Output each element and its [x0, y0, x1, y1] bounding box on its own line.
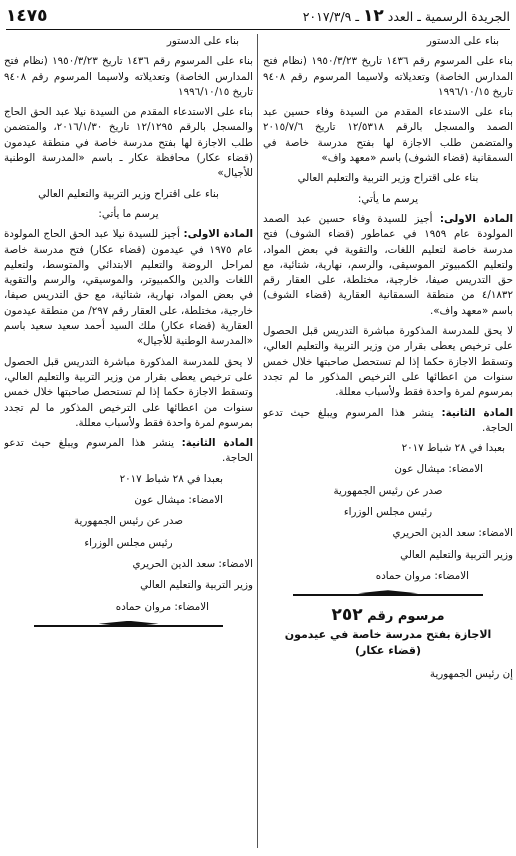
decree-intro: يرسم ما يأتي: — [98, 207, 159, 220]
preamble-proposal: بناء على اقتراح وزير التربية والتعليم العالي — [297, 172, 479, 185]
signature-president: الامضاء: ميشال عون — [134, 494, 223, 507]
article-two — [4, 436, 253, 467]
article-two-label: المادة الثانية: — [181, 437, 253, 450]
issued-by: صدر عن رئيس الجمهورية — [333, 484, 443, 497]
section-divider — [263, 590, 513, 600]
issue-number: ١٢ — [363, 6, 384, 26]
column-divider — [257, 34, 258, 848]
decree-intro: يرسم ما يأتي: — [357, 192, 419, 205]
preamble-decree-reference: بناء على المرسوم رقم ١٤٣٦ تاريخ ١٩٥٠/٣/٢٣ (نظام فتح المدارس الخاصة) وتعديلاته ولاسيما المرسوم رقم ٩٤٠٨ تاريخ ١٩٩٦/١٠/١٥ — [4, 55, 253, 98]
preamble-application: بناء على الاستدعاء المقدم من السيدة نيلا عبد الحق الحاج والمسجل بالرقم ١٢/١٢٩٥ تاريخ ٢٠١٦/١/٣٠، والمتضمن طلب الاجازة لها بفتح مدرسة خاصة في منطقة عيدمون (قضاء عكار) محافظة عكار ـ باسم «المدرسة الوطنية للأجيال» — [4, 106, 253, 180]
preamble-constitution: بناء على الدستور — [166, 35, 239, 47]
gazette-date: ـ ٢٠١٧/٣/٩ — [302, 9, 360, 24]
preamble-constitution: بناء على الدستور — [426, 35, 499, 47]
article-one — [263, 212, 513, 319]
article-one — [4, 227, 253, 349]
education-minister-title: وزير التربية والتعليم العالي — [400, 548, 513, 561]
licensing-paragraph: لا يحق للمدرسة المذكورة مباشرة التدريس قبل الحصول على ترخيص يعطى بقرار من وزير التربية والتعليم العالي، وتسقط الاجازة حكما إذا لم تستحصل صاحبتها خلال خمس سنوات من اعطائها على الترخيص المذكور ما لم تجدد بمرسوم لمرة واحدة فقط ولأسباب معللة. — [263, 325, 513, 399]
signing-date: بعبدا في ٢٨ شباط ٢٠١٧ — [119, 472, 223, 485]
section-divider — [4, 621, 253, 631]
right-column — [263, 34, 513, 852]
signature-education-minister: الامضاء: مروان حماده — [115, 600, 209, 613]
article-two-text: ينشر هذا المرسوم ويبلغ حيث تدعو الحاجة. — [263, 406, 513, 434]
preamble-proposal: بناء على اقتراح وزير التربية والتعليم العالي — [38, 187, 219, 200]
signature-education-minister: الامضاء: مروان حماده — [375, 569, 469, 582]
signature-prime-minister: الامضاء: سعد الدين الحريري — [392, 527, 513, 540]
decree-heading — [263, 605, 513, 626]
issued-by: صدر عن رئيس الجمهورية — [73, 515, 184, 528]
signature-president: الامضاء: ميشال عون — [394, 463, 483, 476]
article-two-label: المادة الثانية: — [441, 406, 513, 419]
prime-minister-title: رئيس مجلس الوزراء — [84, 536, 173, 549]
article-one-text: أجيز للسيدة نيلا عبد الحق الحاج المولودة عام ١٩٧٥ في عيدمون (قضاء عكار) فتح مدرسة خاصة لمراحل الروضة والتعليم الابتدائي والمتوسط، ولتعليم اللغات والدين والكمبيوتر، والموسيقي، والرسم والتقوية في بعض المواد، نهارية، شتائية، مع حق التدريس صيفا، خارجية، مختلطة، على العقار رقم ٢٩٧/ من منطقة عيدمون العقارية (قضاء عكار) ملك السيد أحمد سعيد سعيد باسم «المدرسة الوطنية للأجيال» — [4, 228, 253, 348]
prime-minister-title: رئيس مجلس الوزراء — [343, 506, 433, 519]
article-one-label: المادة الاولى: — [183, 228, 253, 241]
article-two-text: ينشر هذا المرسوم ويبلغ حيث تدعو الحاجة. — [4, 437, 253, 465]
article-one-text: أجيز للسيدة وفاء حسين عبد الصمد المولودة عام ١٩٥٩ في عماطور (قضاء الشوف) فتح مدرسة خاصة لتعليم اللغات، والتقوية في بعض المواد، ولتعليم الكمبيوتر الموسيقى، والرسم، نهارية، شتائية، مع حق التدريس صيفا، خارجية، مختلطة، على العقار رقم ٤/١٨٣٢ من منطقة السمقانية العقارية (قضاء الشوف) باسم «معهد واف». — [263, 212, 513, 317]
article-one-label: المادة الاولى: — [439, 212, 513, 225]
preamble-decree-reference: بناء على المرسوم رقم ١٤٣٦ تاريخ ١٩٥٠/٣/٢٣ (نظام فتح المدارس الخاصة) وتعديلاته ولاسيما المرسوم رقم ٩٤٠٨ تاريخ ١٩٩٦/١٠/١٥ — [263, 55, 513, 98]
left-column — [4, 34, 253, 852]
signing-date: بعبدا في ٢٨ شباط ٢٠١٧ — [401, 442, 505, 455]
article-two — [263, 406, 513, 437]
licensing-paragraph: لا يحق للمدرسة المذكورة مباشرة التدريس قبل الحصول على ترخيص يعطى بقرار من وزير التربية والتعليم العالي، وتسقط الاجازة حكما إذا لم تستحصل صاحبتها خلال خمس سنوات من اعطائها على الترخيص المذكور ما لم تجدد بمرسوم لمرة واحدة فقط ولأسباب معللة. — [4, 355, 253, 429]
decree-opening: إن رئيس الجمهورية — [429, 667, 513, 680]
header-rule — [6, 29, 510, 30]
decree-subject-district: (قضاء عكار) — [354, 643, 422, 657]
education-minister-title: وزير التربية والتعليم العالي — [140, 579, 253, 592]
decree-number: ٢٥٢ — [331, 605, 363, 626]
page-number: ١٤٧٥ — [6, 6, 48, 26]
preamble-application: بناء على الاستدعاء المقدم من السيدة وفاء حسين عبد الصمد والمسجل بالرقم ١٢/٥٣١٨ تاريخ ٢٠١٥/٧/٦ والمتضمن طلب الاجازة لها بفتح مدرسة خاصة في السمقانية (قضاء الشوف) باسم «معهد واف» — [263, 106, 513, 165]
gazette-title-prefix: الجريدة الرسمية ـ العدد — [387, 9, 510, 24]
signature-prime-minister: الامضاء: سعد الدين الحريري — [132, 557, 253, 570]
gazette-title — [303, 6, 510, 26]
decree-heading-label: مرسوم رقم — [367, 609, 445, 625]
page-header — [6, 4, 510, 28]
decree-subject: الاجازة بفتح مدرسة خاصة في عيدمون — [284, 627, 492, 641]
